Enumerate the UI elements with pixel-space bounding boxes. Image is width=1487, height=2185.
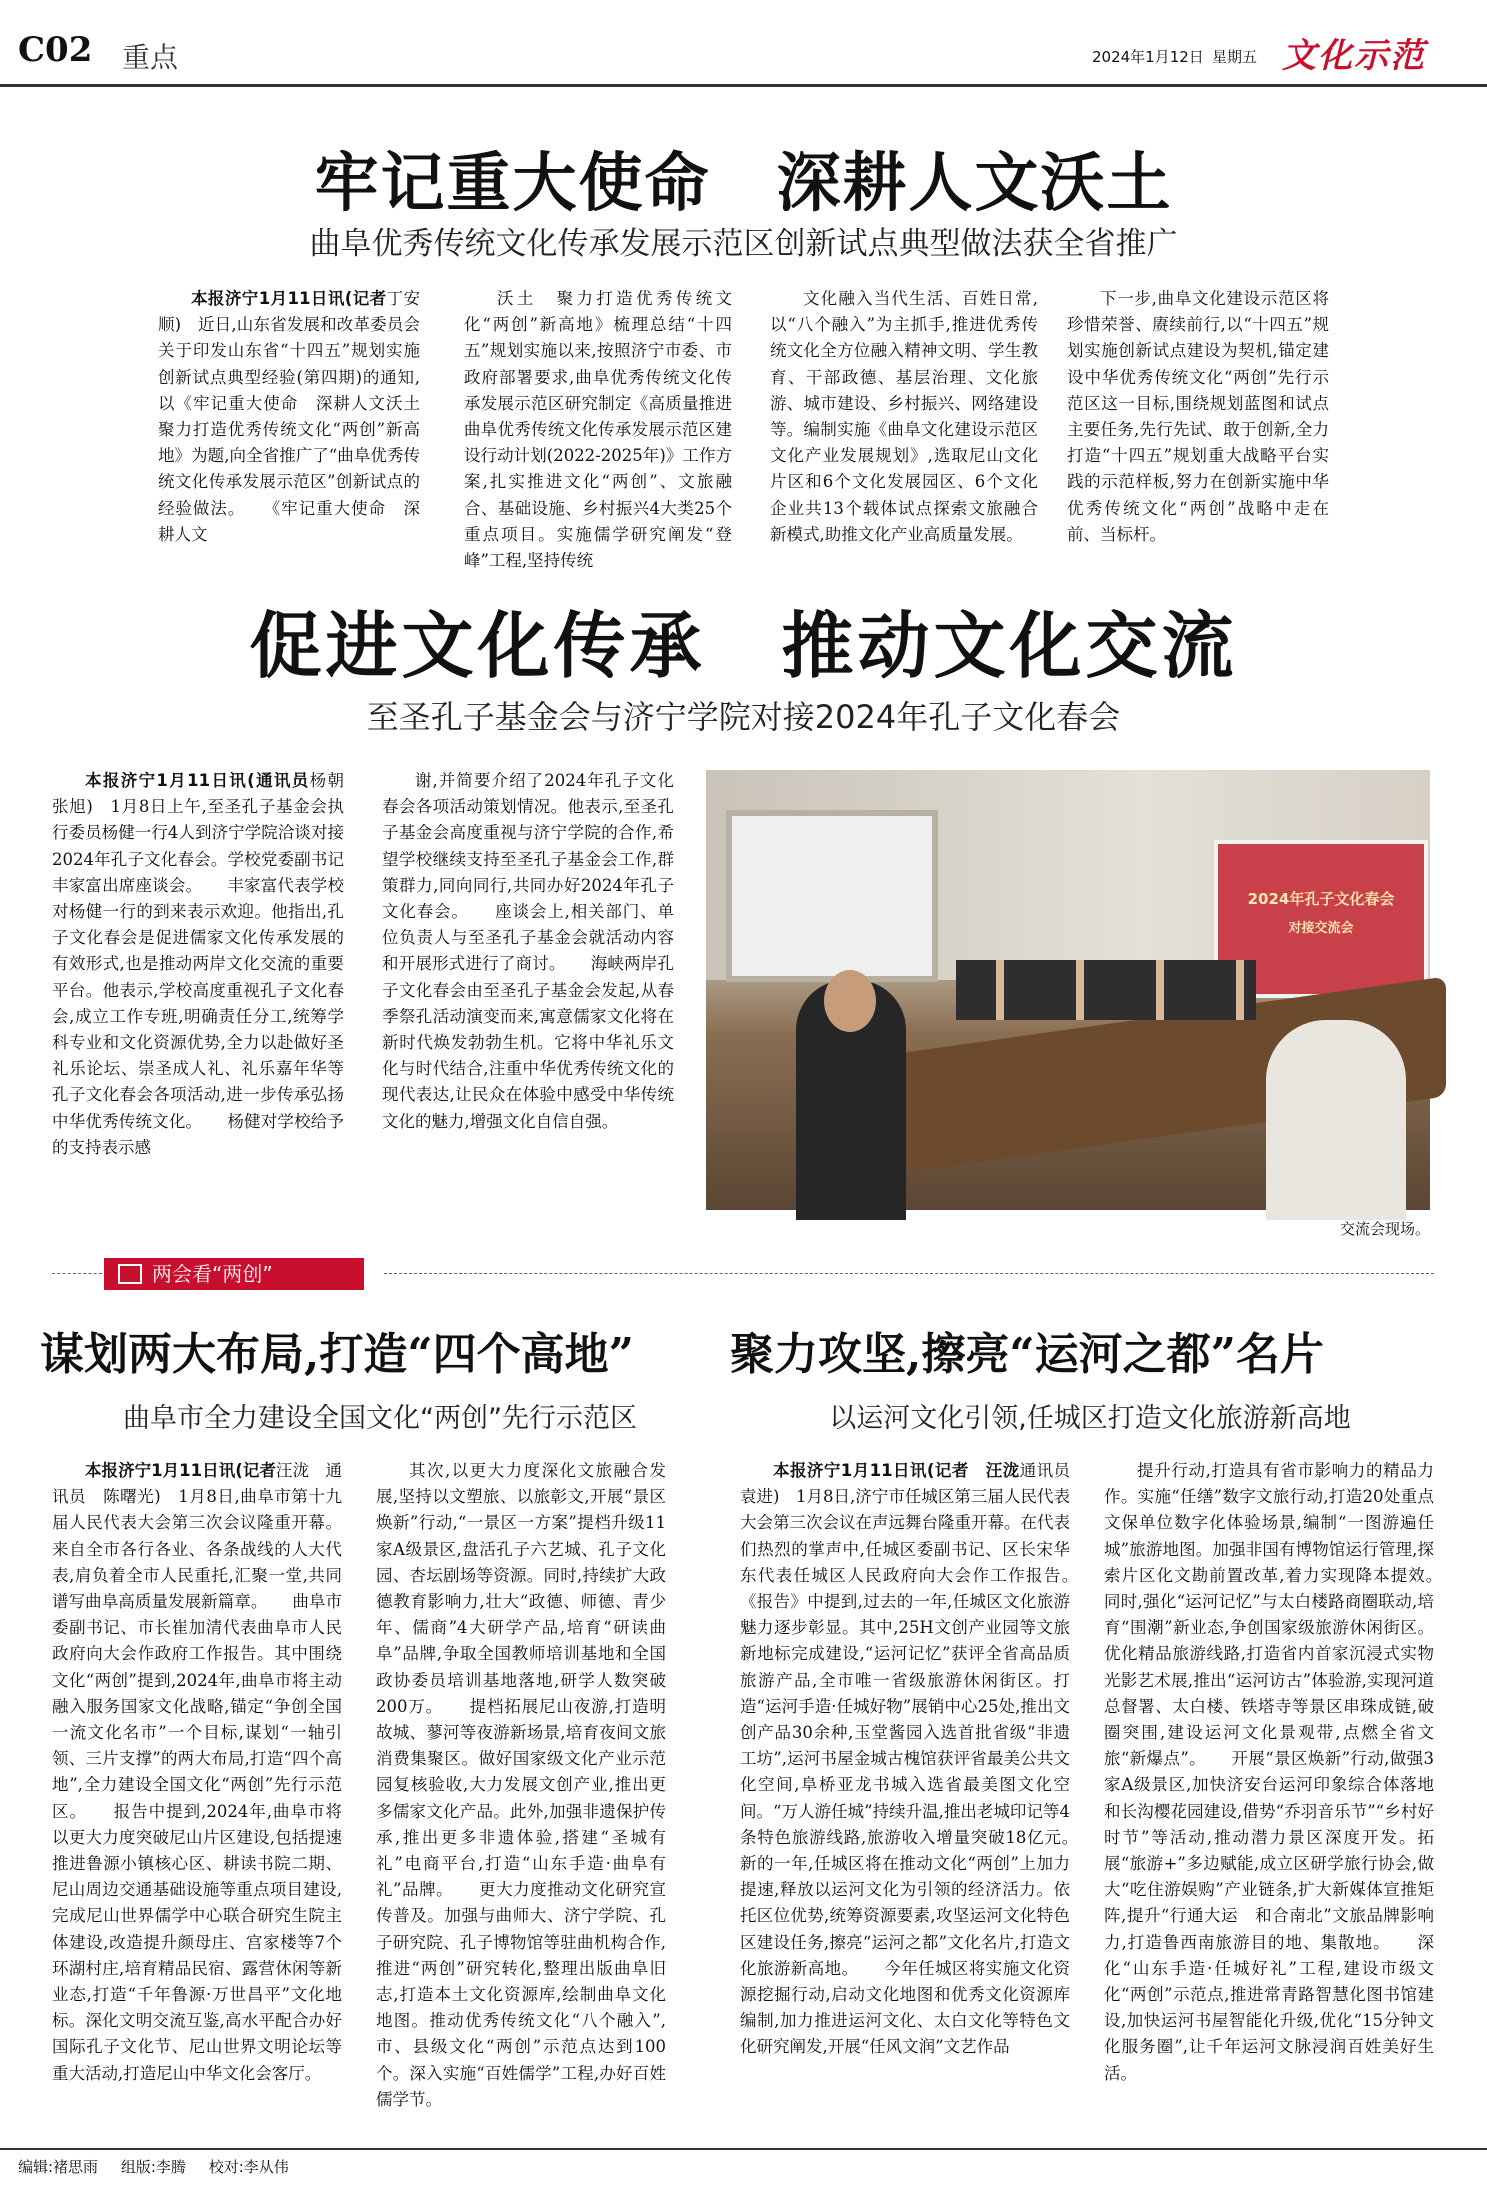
- article3-col2-text: 其次,以更大力度深化文旅融合发展,坚持以文塑旅、以旅彰文,开展“景区焕新”行动,“一景区一方案”提档升级11家A级景区,盘活孔子六艺城、孔子文化园、杏坛剧场等资源。同时,持续扩大政德教育影响力,壮大“政德、师德、青少年、儒商”4大研学产品,培育“研读曲阜”品牌,争取全国教师培训基地和全国政协委员培训基地落地,研学人数突破200万。 提档拓展尼山夜游,打造明故城、蓼河等夜游新场景,培育夜间文旅消费集聚区。做好国家级文化产业示范园复核验收,大力发展文创产业,推出更多儒家文化产品。此外,加强非遗保护传承,推出更多非遗体验,搭建“圣城有礼”电商平台,打造“山东手造·曲阜有礼”品牌。 更大力度推动文化研究宣传普及。加强与曲师大、济宁学院、孔子研究院、孔子博物馆等驻曲机构合作,推进“两创”研究转化,整理出版曲阜旧志,打造本土文化资源库,绘制曲阜文化地图。推动优秀传统文化“八个融入”,市、县级文化“两创”示范点达到100个。深入实施“百姓儒学”工程,办好百姓儒学节。: [376, 1461, 666, 2109]
- article2-col2: [382, 768, 674, 1198]
- article3-col1-text: 汪泷 通讯员 陈曙光) 1月8日,曲阜市第十九届人民代表大会第三次会议隆重开幕。来自全市各行各业、各条战线的人大代表,肩负着全市人民重托,汇聚一堂,共同谱写曲阜高质量发展新篇章。 曲阜市委副书记、市长崔加清代表曲阜市人民政府向大会作政府工作报告。其中围绕文化“两创”提到,2024年,曲阜市将主动融入服务国家文化战略,锚定“争创全国一流文化名市”一个目标,谋划“一轴引领、三片支撑”的两大布局,打造“四个高地”,全力建设全国文化“两创”先行示范区。 报告中提到,2024年,曲阜市将以更大力度突破尼山片区建设,包括提速推进鲁源小镇核心区、耕读书院二期、尼山周边交通基础设施等重点项目建设,完成尼山世界儒学中心联合研究生院主体建设,改造提升颜母庄、宫家楼等7个环湖村庄,培育精品民宿、露营休闲等新业态,打造“千年鲁源·万世昌平”文化地标。深化文明交流互鉴,高水平配合办好国际孔子文化节、尼山世界文明论坛等重大活动,打造尼山中华文化会客厅。: [52, 1461, 343, 2083]
- article1-lead: 本报济宁1月11日讯(记者: [191, 289, 387, 308]
- footer-rule: [0, 2148, 1487, 2150]
- meeting-photo: [706, 770, 1430, 1210]
- article1-col4-text: 下一步,曲阜文化建设示范区将珍惜荣誉、赓续前行,以“十四五”规划实施创新试点建设为契机,锚定建设中华优秀传统文化“两创”先行示范区这一目标,围绕规划蓝图和试点主要任务,先行先试、敢于创新,全力打造“十四五”规划重大战略平台实践的示范样板,努力在创新实施中华优秀传统文化“两创”战略中走在前、当标杆。: [1067, 289, 1329, 544]
- footer-editor: 编辑:褚思雨: [18, 2158, 99, 2176]
- article4-title: 聚力攻坚,擦亮“运河之都”名片: [730, 1329, 1324, 1380]
- article1-subtitle: 曲阜优秀传统文化传承发展示范区创新试点典型做法获全省推广: [309, 226, 1178, 262]
- photo-person-head: [824, 970, 876, 1032]
- section-tag: [104, 1258, 364, 1290]
- photo-attendees: [956, 960, 1256, 1020]
- photo-people-right: [1266, 1020, 1406, 1220]
- article4-col1-text: 通讯员 袁进) 1月8日,济宁市任城区第三届人民代表大会第三次会议在声远舞台隆重开幕。在代表们热烈的掌声中,任城区委副书记、区长宋华东代表任城区人民政府向大会作工作报告。 《报告》中提到,过去的一年,任城区文化旅游魅力逐步彰显。其中,25H文创产业园等文旅新地标完成建设,“运河记忆”获评全省高品质旅游产品,全市唯一省级旅游休闲街区。打造“运河手造·任城好物”展销中心25处,推出文创产品30余种,玉堂酱园入选首批省级“非遗工坊”,运河书屋金城古槐馆获评省最美公共文化空间,阜桥亚龙书城入选省最美图文化空间。“万人游任城”持续升温,推出老城印记等4条特色旅游线路,旅游收入增量突破18亿元。 新的一年,任城区将在推动文化“两创”上加力提速,释放以运河文化为引领的经济活力。依托区位优势,统筹资源要素,攻坚运河文化特色区建设任务,擦亮“运河之都”文化名片,打造文化旅游新高地。 今年任城区将实施文化资源挖掘行动,启动文化地图和优秀文化资源库编制,加力推进运河文化、太白文化等特色文化研究阐发,开展“任风文润”文艺作品: [740, 1461, 1103, 2057]
- article3-title: 谋划两大布局,打造“四个高地”: [40, 1329, 634, 1380]
- article1-col2: [464, 286, 732, 571]
- article2-title: 促进文化传承 推动文化交流: [249, 603, 1238, 688]
- article3-col1: [52, 1458, 342, 2134]
- section-tag-label: 两会看“两创”: [152, 1262, 273, 1286]
- photo-caption: 交流会现场。: [1340, 1220, 1431, 1238]
- page-number: C02: [18, 30, 93, 70]
- footer-proofreader: 校对:李从伟: [208, 2158, 289, 2176]
- article4-lead: 本报济宁1月11日讯(记者 汪泷: [773, 1461, 1020, 1480]
- article1-col3: [770, 286, 1038, 554]
- article4-subtitle: 以运河文化引领,任城区打造文化旅游新高地: [829, 1403, 1351, 1434]
- header-rule: [0, 84, 1487, 87]
- section-divider-right: [384, 1273, 1434, 1274]
- article2-col2-text: 谢,并简要介绍了2024年孔子文化春会各项活动策划情况。他表示,至圣孔子基金会高度重视与济宁学院的合作,希望学校继续支持至圣孔子基金会工作,群策群力,同向同行,共同办好2024年孔子文化春会。 座谈会上,相关部门、单位负责人与至圣孔子基金会就活动内容和开展形式进行了商讨。 海峡两岸孔子文化春会由至圣孔子基金会发起,从春季祭孔活动演变而来,寓意儒家文化将在新时代焕发勃勃生机。它将中华礼乐文化与时代结合,注重中华优秀传统文化的现代表达,让民众在体验中感受中华传统文化的魅力,增强文化自信自强。: [382, 771, 674, 1131]
- article4-col2-text: 提升行动,打造具有省市影响力的精品力作。实施“任缮”数字文旅行动,打造20处重点文保单位数字化体验场景,编制“一图游遍任城”旅游地图。加强非国有博物馆运行管理,探索片区化文勘前置改革,着力实现降本提效。 同时,强化“运河记忆”与太白楼路商圈联动,培育“围潮”新业态,争创国家级旅游休闲街区。优化精品旅游线路,打造省内首家沉浸式实物光影艺术展,推出“运河访古”体验游,实现河道总督署、太白楼、铁塔寺等景区串珠成链,破圈突围,建设运河文化景观带,点燃全省文旅“新爆点”。 开展“景区焕新”行动,做强3家A级景区,加快济安台运河印象综合体落地和长沟樱花园建设,借势“乔羽音乐节”“乡村好时节”等活动,推动潜力景区深度开发。拓展“旅游+”多边赋能,成立区研学旅行协会,做大“吃住游娱购”产业链条,扩大新媒体宣推矩阵,提升“行通大运 和合南北”文旅品牌影响力,打造鲁西南旅游目的地、集散地。 深化“山东手造·任城好礼”工程,建设市级文化“两创”示范点,推进常青路智慧化图书馆建设,加快运河书屋智能化升级,优化“15分钟文化服务圈”,让千年运河文脉浸润百姓美好生活。: [1104, 1461, 1467, 2083]
- article1-col3-text: 文化融入当代生活、百姓日常,以“八个融入”为主抓手,推进优秀传统文化全方位融入精神文明、学生教育、干部政德、基层治理、文化旅游、城市建设、乡村振兴、网络建设等。编制实施《曲阜文化建设示范区文化产业发展规划》,选取尼山文化片区和6个文化发展园区、6个文化企业共13个载体试点探索文旅融合新模式,助推文化产业高质量发展。: [770, 289, 1038, 544]
- article1-col2-text: 沃土 聚力打造优秀传统文化“两创”新高地》梳理总结“十四五”规划实施以来,按照济宁市委、市政府部署要求,曲阜优秀传统文化传承发展示范区研究制定《高质量推进曲阜优秀传统文化传承发展示范区建设行动计划(2022-2025年)》工作方案,扎实推进文化“两创”、文旅融合、基础设施、乡村振兴4大类25个重点项目。实施儒学研究阐发“登峰”工程,坚持传统: [464, 289, 732, 571]
- section-tag-icon: [118, 1264, 142, 1284]
- article3-col2: [376, 1458, 666, 2134]
- article1-title: 牢记重大使命 深耕人文沃土: [314, 146, 1173, 221]
- article4-col1: [740, 1458, 1103, 2134]
- section-name: 重点: [122, 41, 179, 74]
- article2-col1: [52, 768, 361, 1198]
- article3-subtitle: 曲阜市全力建设全国文化“两创”先行示范区: [123, 1403, 637, 1434]
- article1-col1: [158, 286, 437, 554]
- footer-credits: [18, 2156, 289, 2177]
- article2-col1-text: 杨朝 张旭) 1月8日上午,至圣孔子基金会执行委员杨健一行4人到济宁学院洽谈对接2024年孔子文化春会。学校党委副书记丰家富出席座谈会。 丰家富代表学校对杨健一行的到来表示欢迎。他指出,孔子文化春会是促进儒家文化传承发展的有效形式,也是推动两岸文化交流的重要平台。他表示,学校高度重视孔子文化春会,成立工作专班,明确责任分工,统筹学科专业和文化资源优势,全力以赴做好圣礼乐论坛、崇圣成人礼、礼乐嘉年华等孔子文化春会各项活动,进一步传承弘扬中华优秀传统文化。 杨健对学校给予的支持表示感: [52, 771, 361, 1157]
- issue-date: 2024年1月12日: [1092, 48, 1204, 66]
- section-divider-left: [52, 1273, 102, 1274]
- article2-lead: 本报济宁1月11日讯(通讯员: [85, 771, 310, 790]
- photo-window: [726, 810, 938, 982]
- brand-logo: 文化示范: [1282, 36, 1426, 76]
- article3-lead: 本报济宁1月11日讯(记者: [85, 1461, 276, 1480]
- article4-col2: [1104, 1458, 1467, 2134]
- article2-subtitle: 至圣孔子基金会与济宁学院对接2024年孔子文化春会: [366, 698, 1121, 736]
- photo-banner-sub: 对接交流会: [1288, 921, 1354, 936]
- issue-weekday: 星期五: [1212, 48, 1258, 66]
- footer-designer: 组版:李腾: [120, 2158, 186, 2176]
- photo-banner-title: 2024年孔子文化春会: [1247, 890, 1395, 908]
- article1-col1-text: 丁安顺) 近日,山东省发展和改革委员会关于印发山东省“十四五”规划实施创新试点典型经验(第四期)的通知,以《牢记重大使命 深耕人文沃土 聚力打造优秀传统文化“两创”新高地》为题,向全省推广了“曲阜优秀传统文化传承发展示范区”创新试点的经验做法。 《牢记重大使命 深耕人文: [158, 289, 437, 544]
- article1-col4: [1067, 286, 1329, 554]
